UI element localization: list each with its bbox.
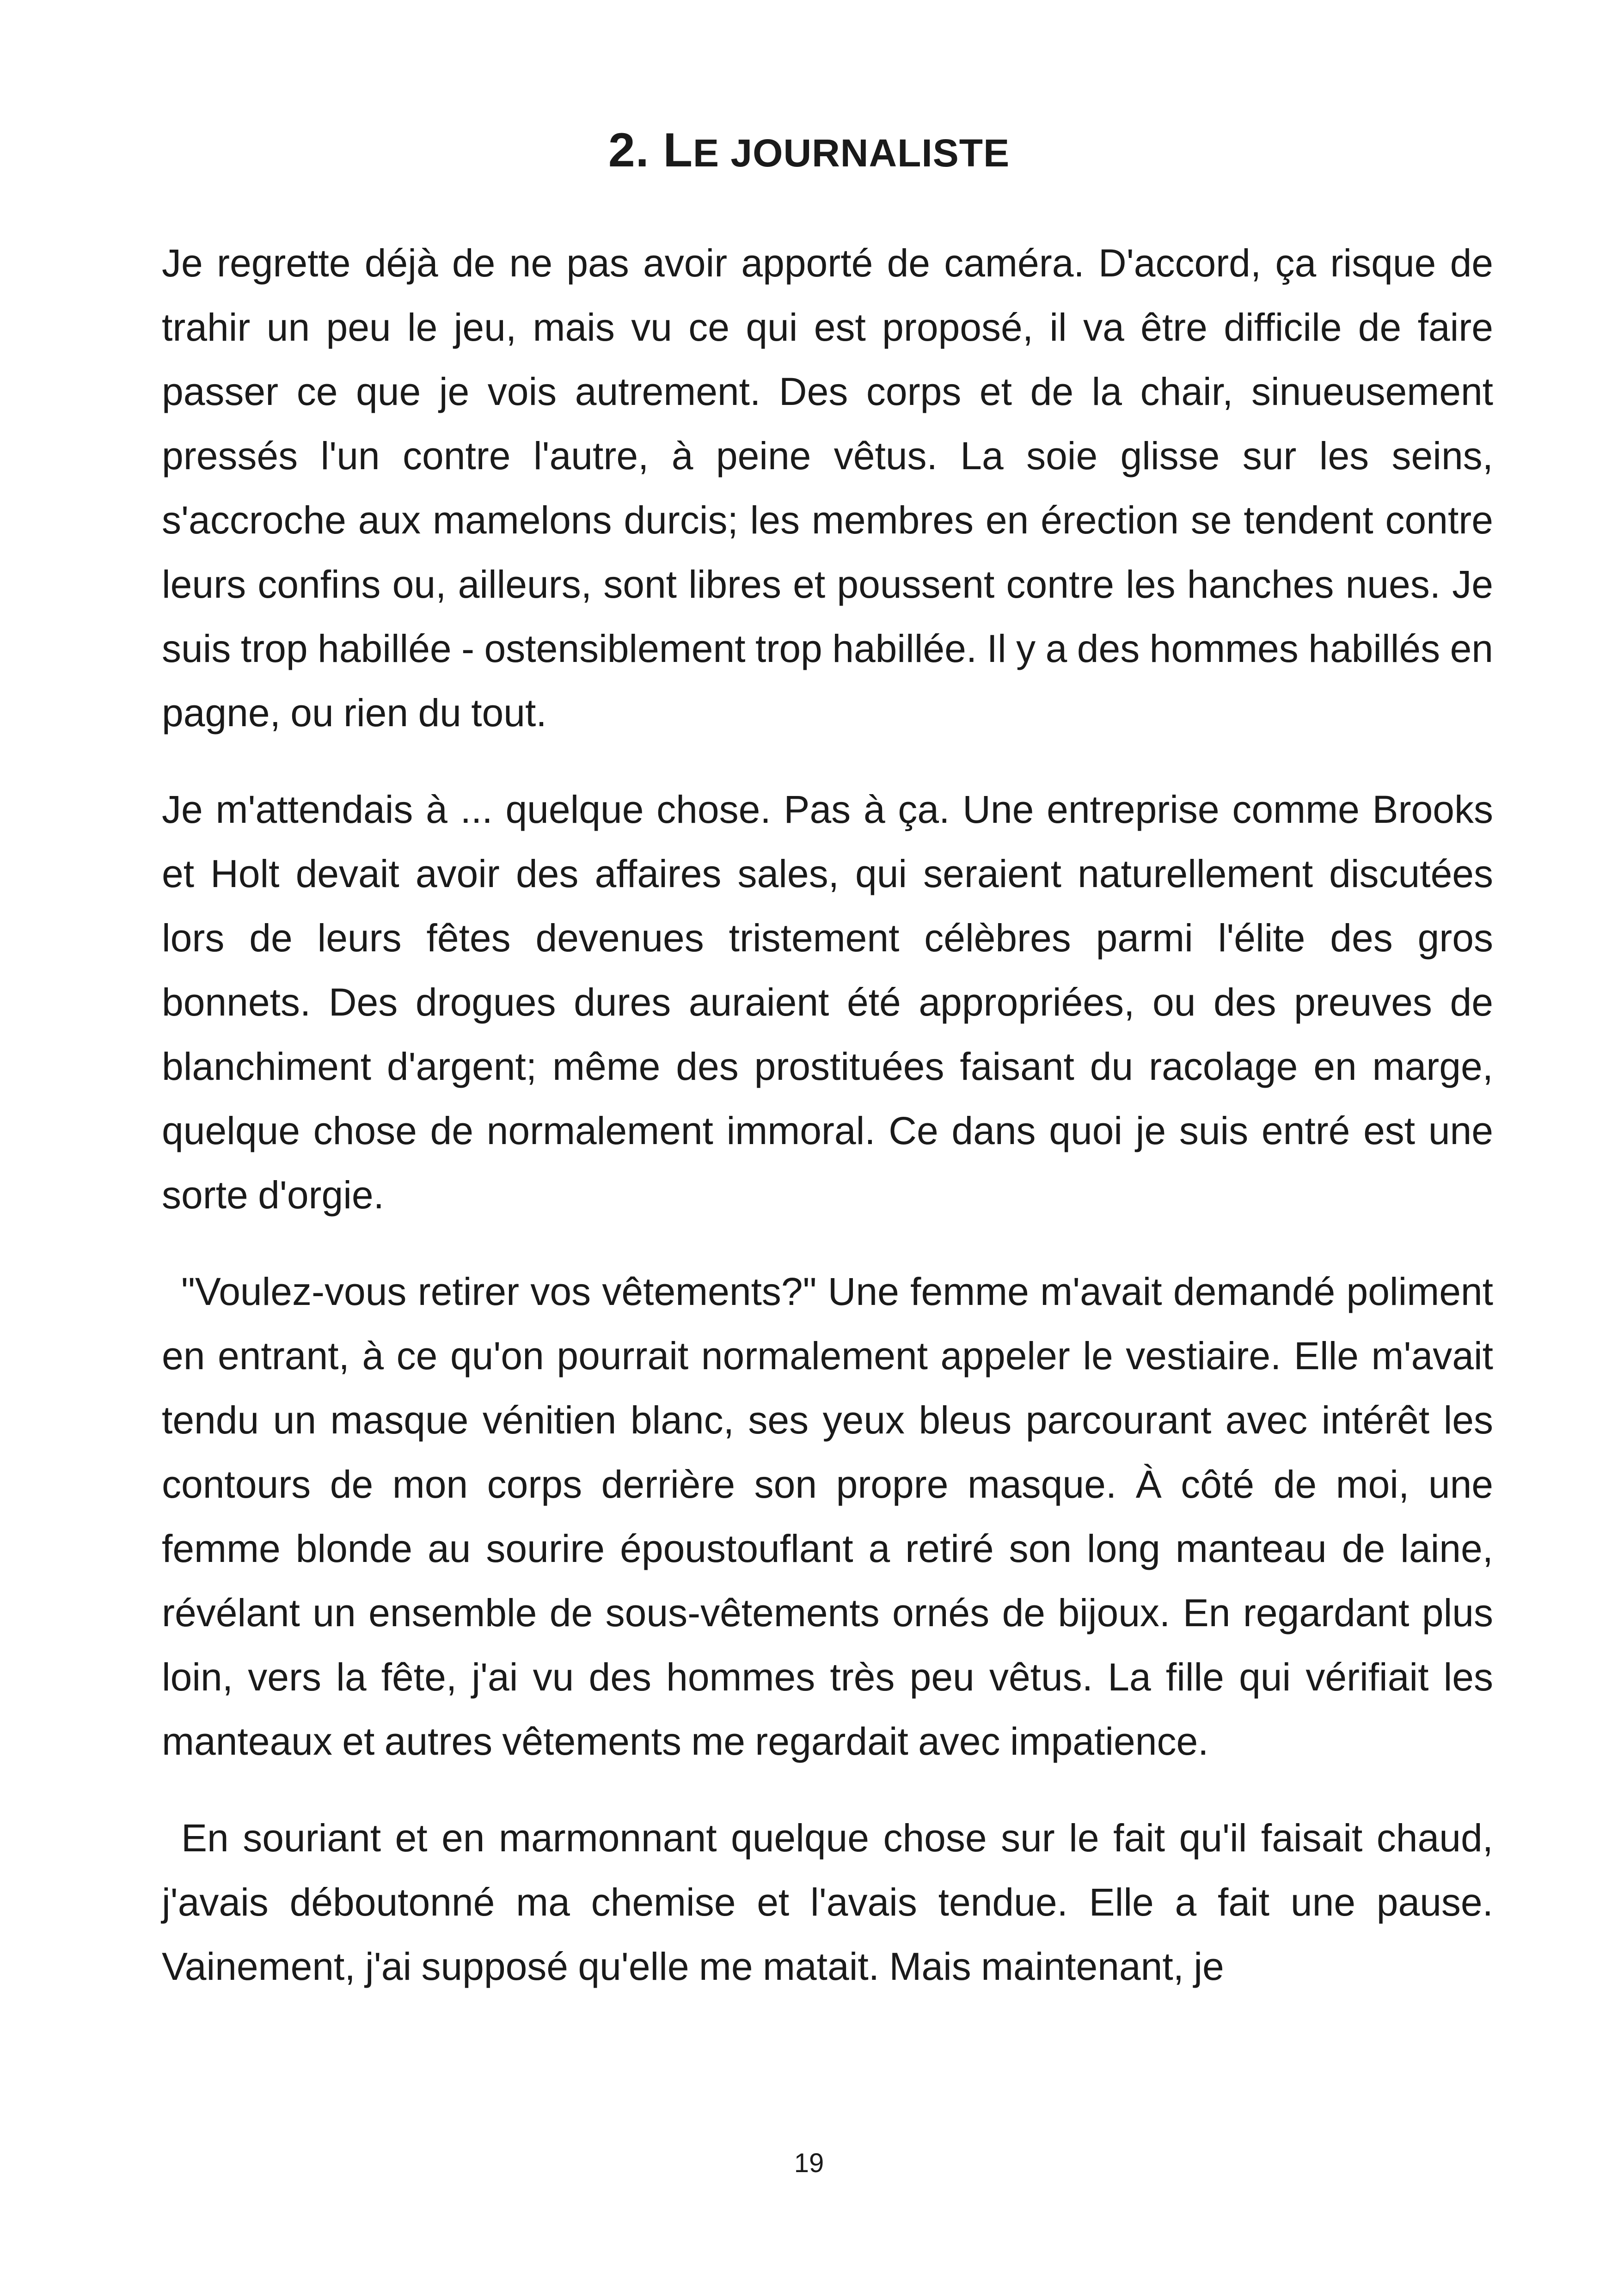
page-number: 19 <box>794 2148 824 2178</box>
chapter-title-small-caps: E JOURNALISTE <box>693 131 1010 175</box>
paragraph-4: En souriant et en marmonnant quelque chose sur le fait qu'il faisait chaud, j'avais déboutonné ma chemise et l'avais tendue. Elle a fait une pause. Vainement, j'ai supposé qu'elle me matait. Mais maintenant, je <box>162 1816 1493 1988</box>
body-text <box>162 231 1493 2031</box>
paragraph-3: "Voulez-vous retirer vos vêtements?" Une femme m'avait demandé poliment en entrant, à ce qu'on pourrait normalement appeler le vestiaire. Elle m'avait tendu un masque vénitien blanc, ses yeux bleus parcourant avec intérêt les contours de mon corps derrière son propre masque. À côté de moi, une femme blonde au sourire époustouflant a retiré son long manteau de laine, révélant un ensemble de sous-vêtements ornés de bijoux. En regardant plus loin, vers la fête, j'ai vu des hommes très peu vêtus. La fille qui vérifiait les manteaux et autres vêtements me regardait avec impatience. <box>162 1270 1493 1763</box>
paragraph-1: Je regrette déjà de ne pas avoir apporté de caméra. D'accord, ça risque de trahir un peu le jeu, mais vu ce qui est proposé, il va être difficile de faire passer ce que je vois autrement. Des corps et de la chair, sinueusement pressés l'un contre l'autre, à peine vêtus. La soie glisse sur les seins, s'accroche aux mamelons durcis; les membres en érection se tendent contre leurs confins ou, ailleurs, sont libres et poussent contre les hanches nues. Je suis trop habillée - ostensiblement trop habillée. Il y a des hommes habillés en pagne, ou rien du tout. <box>162 241 1493 735</box>
chapter-title <box>0 113 1618 190</box>
paragraph-2: Je m'attendais à ... quelque chose. Pas à ça. Une entreprise comme Brooks et Holt devait avoir des affaires sales, qui seraient naturellement discutées lors de leurs fêtes devenues tristement célèbres parmi l'élite des gros bonnets. Des drogues dures auraient été appropriées, ou des preuves de blanchiment d'argent; même des prostituées faisant du racolage en marge, quelque chose de normalement immoral. Ce dans quoi je suis entré est une sorte d'orgie. <box>162 788 1493 1217</box>
chapter-number-initial: 2. L <box>608 123 693 177</box>
